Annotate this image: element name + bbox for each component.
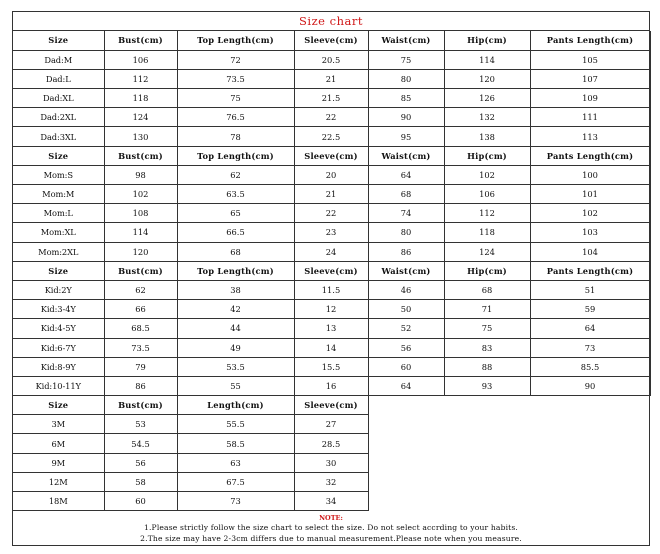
empty-cell (530, 415, 650, 434)
measurement-cell: 90 (530, 376, 650, 395)
measurement-cell: 16 (294, 376, 368, 395)
measurement-cell: 20 (294, 165, 368, 184)
measurement-cell: 114 (104, 223, 177, 242)
size-label: Kid:10-11Y (13, 376, 104, 395)
size-table (13, 31, 651, 511)
measurement-cell: 104 (530, 242, 650, 261)
measurement-cell: 103 (530, 223, 650, 242)
measurement-cell: 100 (530, 165, 650, 184)
measurement-cell: 102 (104, 185, 177, 204)
measurement-cell: 46 (368, 280, 444, 299)
column-header: Size (13, 396, 104, 415)
table-row (13, 69, 650, 88)
column-header: Top Length(cm) (177, 31, 294, 50)
measurement-cell: 55 (177, 376, 294, 395)
measurement-cell: 66 (104, 300, 177, 319)
header-row (13, 396, 650, 415)
measurement-cell: 75 (177, 89, 294, 108)
size-label: Kid:3-4Y (13, 300, 104, 319)
measurement-cell: 111 (530, 108, 650, 127)
size-label: 3M (13, 415, 104, 434)
empty-cell (444, 415, 530, 434)
table-row (13, 492, 650, 511)
measurement-cell: 21 (294, 185, 368, 204)
column-header: Size (13, 146, 104, 165)
measurement-cell: 11.5 (294, 280, 368, 299)
size-label: 18M (13, 492, 104, 511)
measurement-cell: 106 (104, 50, 177, 69)
measurement-cell: 113 (530, 127, 650, 146)
empty-cell (368, 434, 444, 453)
table-row (13, 280, 650, 299)
table-row (13, 89, 650, 108)
empty-cell (530, 492, 650, 511)
empty-cell (368, 396, 444, 415)
column-header: Hip(cm) (444, 31, 530, 50)
empty-cell (530, 472, 650, 491)
column-header: Waist(cm) (368, 146, 444, 165)
measurement-cell: 54.5 (104, 434, 177, 453)
measurement-cell: 80 (368, 69, 444, 88)
measurement-cell: 88 (444, 357, 530, 376)
size-label: 9M (13, 453, 104, 472)
column-header: Pants Length(cm) (530, 146, 650, 165)
chart-title: Size chart (13, 12, 649, 31)
column-header: Bust(cm) (104, 31, 177, 50)
measurement-cell: 74 (368, 204, 444, 223)
measurement-cell: 55.5 (177, 415, 294, 434)
table-row (13, 185, 650, 204)
measurement-cell: 80 (368, 223, 444, 242)
measurement-cell: 79 (104, 357, 177, 376)
table-row (13, 376, 650, 395)
measurement-cell: 85 (368, 89, 444, 108)
measurement-cell: 102 (444, 165, 530, 184)
measurement-cell: 126 (444, 89, 530, 108)
size-label: Dad:XL (13, 89, 104, 108)
header-row (13, 146, 650, 165)
note-title: NOTE: (319, 514, 343, 523)
column-header: Sleeve(cm) (294, 31, 368, 50)
measurement-cell: 86 (368, 242, 444, 261)
measurement-cell: 53 (104, 415, 177, 434)
column-header: Sleeve(cm) (294, 261, 368, 280)
measurement-cell: 24 (294, 242, 368, 261)
column-header: Bust(cm) (104, 261, 177, 280)
measurement-cell: 12 (294, 300, 368, 319)
size-label: Mom:S (13, 165, 104, 184)
measurement-cell: 138 (444, 127, 530, 146)
measurement-cell: 42 (177, 300, 294, 319)
measurement-cell: 118 (104, 89, 177, 108)
measurement-cell: 63 (177, 453, 294, 472)
column-header: Sleeve(cm) (294, 396, 368, 415)
measurement-cell: 67.5 (177, 472, 294, 491)
size-label: Dad:2XL (13, 108, 104, 127)
measurement-cell: 83 (444, 338, 530, 357)
measurement-cell: 13 (294, 319, 368, 338)
measurement-cell: 59 (530, 300, 650, 319)
column-header: Sleeve(cm) (294, 146, 368, 165)
column-header: Hip(cm) (444, 146, 530, 165)
measurement-cell: 23 (294, 223, 368, 242)
measurement-cell: 114 (444, 50, 530, 69)
size-label: Dad:M (13, 50, 104, 69)
measurement-cell: 58 (104, 472, 177, 491)
measurement-cell: 49 (177, 338, 294, 357)
empty-cell (530, 396, 650, 415)
table-row (13, 127, 650, 146)
measurement-cell: 58.5 (177, 434, 294, 453)
empty-cell (368, 415, 444, 434)
measurement-cell: 60 (104, 492, 177, 511)
column-header: Top Length(cm) (177, 261, 294, 280)
measurement-cell: 64 (368, 376, 444, 395)
size-label: Dad:3XL (13, 127, 104, 146)
measurement-cell: 106 (444, 185, 530, 204)
measurement-cell: 98 (104, 165, 177, 184)
measurement-cell: 51 (530, 280, 650, 299)
measurement-cell: 22.5 (294, 127, 368, 146)
column-header: Length(cm) (177, 396, 294, 415)
measurement-cell: 15.5 (294, 357, 368, 376)
column-header: Top Length(cm) (177, 146, 294, 165)
measurement-cell: 112 (444, 204, 530, 223)
measurement-cell: 132 (444, 108, 530, 127)
column-header: Size (13, 31, 104, 50)
measurement-cell: 44 (177, 319, 294, 338)
measurement-cell: 64 (368, 165, 444, 184)
measurement-cell: 75 (368, 50, 444, 69)
table-row (13, 338, 650, 357)
measurement-cell: 124 (444, 242, 530, 261)
measurement-cell: 85.5 (530, 357, 650, 376)
measurement-cell: 102 (530, 204, 650, 223)
measurement-cell: 30 (294, 453, 368, 472)
size-label: 6M (13, 434, 104, 453)
table-row (13, 415, 650, 434)
column-header: Waist(cm) (368, 31, 444, 50)
measurement-cell: 14 (294, 338, 368, 357)
measurement-cell: 124 (104, 108, 177, 127)
measurement-cell: 90 (368, 108, 444, 127)
note-line: 2.The size may have 2-3cm differs due to manual measurement.Please note when you measure. (140, 533, 522, 543)
measurement-cell: 86 (104, 376, 177, 395)
size-label: Mom:M (13, 185, 104, 204)
measurement-cell: 118 (444, 223, 530, 242)
column-header: Size (13, 261, 104, 280)
empty-cell (368, 492, 444, 511)
measurement-cell: 21.5 (294, 89, 368, 108)
column-header: Pants Length(cm) (530, 261, 650, 280)
header-row (13, 31, 650, 50)
table-row (13, 434, 650, 453)
measurement-cell: 21 (294, 69, 368, 88)
measurement-cell: 73.5 (104, 338, 177, 357)
table-row (13, 204, 650, 223)
measurement-cell: 28.5 (294, 434, 368, 453)
measurement-cell: 56 (104, 453, 177, 472)
measurement-cell: 75 (444, 319, 530, 338)
empty-cell (444, 453, 530, 472)
measurement-cell: 76.5 (177, 108, 294, 127)
measurement-cell: 72 (177, 50, 294, 69)
empty-cell (444, 492, 530, 511)
size-label: Mom:L (13, 204, 104, 223)
note-line: 1.Please strictly follow the size chart to select the size. Do not select accrding to your habits. (144, 523, 518, 533)
column-header: Waist(cm) (368, 261, 444, 280)
measurement-cell: 107 (530, 69, 650, 88)
empty-cell (444, 472, 530, 491)
column-header: Bust(cm) (104, 396, 177, 415)
measurement-cell: 105 (530, 50, 650, 69)
measurement-cell: 120 (104, 242, 177, 261)
measurement-cell: 62 (104, 280, 177, 299)
measurement-cell: 20.5 (294, 50, 368, 69)
size-label: Kid:2Y (13, 280, 104, 299)
column-header: Pants Length(cm) (530, 31, 650, 50)
measurement-cell: 62 (177, 165, 294, 184)
note-section (13, 511, 649, 548)
empty-cell (444, 396, 530, 415)
table-row (13, 453, 650, 472)
measurement-cell: 78 (177, 127, 294, 146)
empty-cell (444, 434, 530, 453)
empty-cell (368, 472, 444, 491)
measurement-cell: 64 (530, 319, 650, 338)
measurement-cell: 65 (177, 204, 294, 223)
column-header: Bust(cm) (104, 146, 177, 165)
measurement-cell: 60 (368, 357, 444, 376)
table-row (13, 319, 650, 338)
measurement-cell: 68 (368, 185, 444, 204)
table-row (13, 223, 650, 242)
measurement-cell: 120 (444, 69, 530, 88)
measurement-cell: 66.5 (177, 223, 294, 242)
measurement-cell: 130 (104, 127, 177, 146)
measurement-cell: 108 (104, 204, 177, 223)
measurement-cell: 56 (368, 338, 444, 357)
measurement-cell: 32 (294, 472, 368, 491)
measurement-cell: 73 (530, 338, 650, 357)
measurement-cell: 63.5 (177, 185, 294, 204)
table-row (13, 50, 650, 69)
size-label: Kid:4-5Y (13, 319, 104, 338)
size-label: 12M (13, 472, 104, 491)
measurement-cell: 93 (444, 376, 530, 395)
table-row (13, 242, 650, 261)
column-header: Hip(cm) (444, 261, 530, 280)
measurement-cell: 68 (444, 280, 530, 299)
measurement-cell: 53.5 (177, 357, 294, 376)
measurement-cell: 73 (177, 492, 294, 511)
measurement-cell: 95 (368, 127, 444, 146)
header-row (13, 261, 650, 280)
table-row (13, 472, 650, 491)
size-label: Mom:XL (13, 223, 104, 242)
measurement-cell: 68 (177, 242, 294, 261)
table-row (13, 165, 650, 184)
table-row (13, 357, 650, 376)
size-chart (12, 11, 650, 546)
measurement-cell: 22 (294, 108, 368, 127)
measurement-cell: 101 (530, 185, 650, 204)
table-row (13, 108, 650, 127)
empty-cell (530, 453, 650, 472)
measurement-cell: 52 (368, 319, 444, 338)
measurement-cell: 109 (530, 89, 650, 108)
size-label: Kid:8-9Y (13, 357, 104, 376)
measurement-cell: 68.5 (104, 319, 177, 338)
measurement-cell: 38 (177, 280, 294, 299)
size-label: Kid:6-7Y (13, 338, 104, 357)
table-row (13, 300, 650, 319)
size-label: Dad:L (13, 69, 104, 88)
measurement-cell: 112 (104, 69, 177, 88)
size-label: Mom:2XL (13, 242, 104, 261)
empty-cell (530, 434, 650, 453)
measurement-cell: 22 (294, 204, 368, 223)
empty-cell (368, 453, 444, 472)
measurement-cell: 50 (368, 300, 444, 319)
measurement-cell: 34 (294, 492, 368, 511)
measurement-cell: 73.5 (177, 69, 294, 88)
measurement-cell: 27 (294, 415, 368, 434)
measurement-cell: 71 (444, 300, 530, 319)
